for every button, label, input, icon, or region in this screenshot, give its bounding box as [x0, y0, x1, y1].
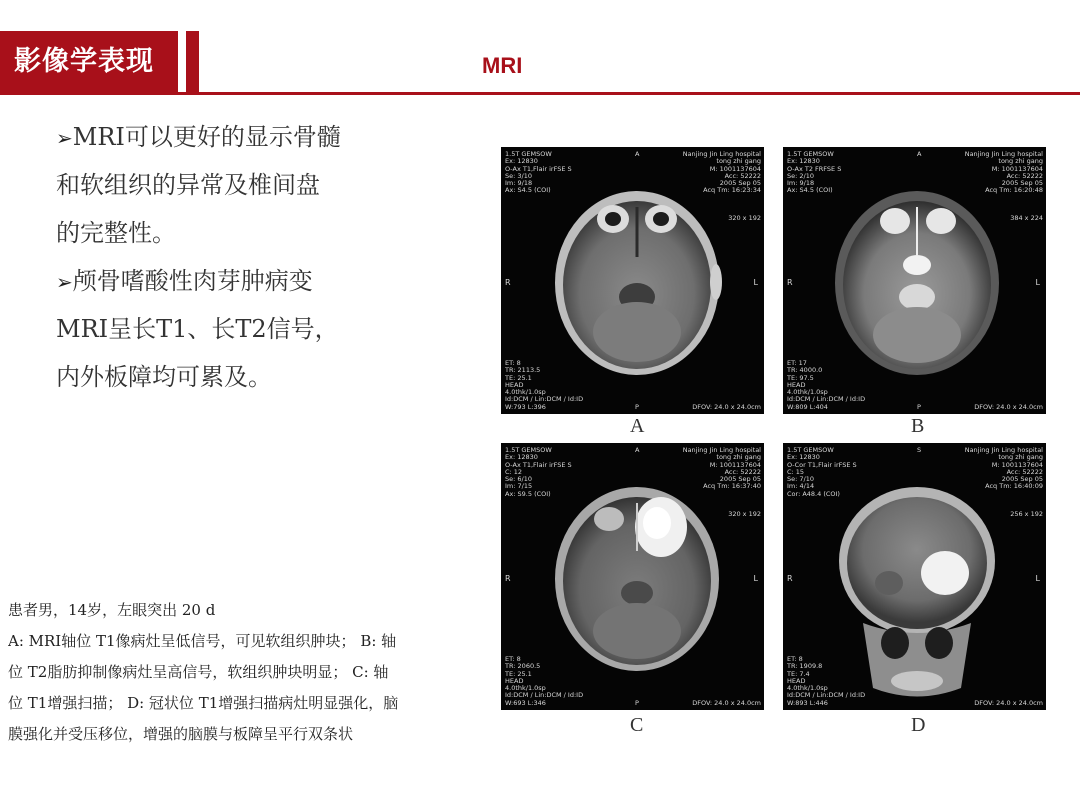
- case-line: 患者男，14岁，左眼突出 20 d: [8, 601, 216, 619]
- case-line: 位 T2脂肪抑制像病灶呈高信号，软组织肿块明显； C: 轴: [8, 663, 389, 681]
- matrix-size: 320 x 192: [728, 510, 761, 518]
- panel-label-d: D: [911, 714, 926, 736]
- orientation-top: A: [635, 150, 640, 158]
- panel-label-c: C: [630, 714, 644, 736]
- header-tag-gap: [178, 31, 184, 93]
- bullet-line: [56, 113, 476, 161]
- bullet-text: MRI呈长T1、长T2信号，: [56, 315, 339, 343]
- case-description: [8, 595, 488, 750]
- bullet-line: [56, 353, 476, 401]
- orientation-top: A: [635, 446, 640, 454]
- bullet-text: 和软组织的异常及椎间盘: [56, 171, 320, 199]
- matrix-size: 320 x 192: [728, 214, 761, 222]
- orientation-right-marker: R: [787, 278, 793, 287]
- field-of-view: DFOV: 24.0 x 24.0cm: [974, 698, 1043, 707]
- orientation-right-marker: R: [505, 278, 511, 287]
- field-of-view: DFOV: 24.0 x 24.0cm: [692, 698, 761, 707]
- panel-label-b: B: [911, 415, 925, 437]
- mri-panel-c: [501, 443, 764, 710]
- orientation-right-marker: R: [787, 574, 793, 583]
- section-tag: 影像学表现: [0, 31, 178, 93]
- scan-info-top-left: 1.5T GEMSOW Ex: 12830 O-Ax T1,Flair irFSE S Se: 3/10 Im: 9/18 Ax: S4.5 (COI): [505, 150, 572, 195]
- scan-params-bottom-left: ET: 8 TR: 1909.8 TE: 7.4 HEAD 4.0thk/1.0sp Id:DCM / Lin:DCM / Id:ID W:893 L:446: [787, 654, 866, 707]
- orientation-right-marker: R: [505, 574, 511, 583]
- scan-info-top-right: Nanjing Jin Ling hospital tong zhi gang M: 1001137604 Acc: 52222 2005 Sep 05 Acq Tm: 16:40:09: [964, 446, 1043, 491]
- mri-panel-b: [783, 147, 1046, 414]
- orientation-bottom: P: [635, 698, 639, 707]
- orientation-left-marker: L: [753, 574, 758, 583]
- orientation-left-marker: L: [1035, 574, 1040, 583]
- orientation-left-marker: L: [1035, 278, 1040, 287]
- scan-params-bottom-left: ET: 8 TR: 2113.5 TE: 25.1 HEAD 4.0thk/1.0sp Id:DCM / Lin:DCM / Id:ID W:793 L:396: [505, 358, 584, 411]
- mri-panel-a: [501, 147, 764, 414]
- case-line: A: MRI轴位 T1像病灶呈低信号，可见软组织肿块； B: 轴: [8, 632, 397, 650]
- scan-info-top-left: 1.5T GEMSOW Ex: 12830 O-Ax T1,Flair irFSE S C: 12 Se: 6/10 Im: 7/15 Ax: S9.5 (COI): [505, 446, 572, 498]
- case-line: 位 T1增强扫描； D: 冠状位 T1增强扫描病灶明显强化，脑: [8, 694, 399, 712]
- bullet-line: [56, 209, 476, 257]
- scan-info-top-right: Nanjing Jin Ling hospital tong zhi gang M: 1001137604 Acc: 52222 2005 Sep 05 Acq Tm: 16:37:40: [682, 446, 761, 491]
- scan-params-bottom-left: ET: 8 TR: 2060.5 TE: 25.1 HEAD 4.0thk/1.0sp Id:DCM / Lin:DCM / Id:ID W:693 L:346: [505, 654, 584, 707]
- scan-params-bottom-left: ET: 17 TR: 4000.0 TE: 97.5 HEAD 4.0thk/1.0sp Id:DCM / Lin:DCM / Id:ID W:809 L:404: [787, 358, 866, 411]
- arrow-bullet-icon: ➢: [56, 126, 73, 150]
- case-line: 膜强化并受压移位，增强的脑膜与板障呈平行双条状: [8, 725, 354, 743]
- bullet-text: 颅骨嗜酸性肉芽肿病变: [72, 267, 313, 295]
- bullet-text: 的完整性。: [56, 219, 176, 247]
- field-of-view: DFOV: 24.0 x 24.0cm: [692, 402, 761, 411]
- matrix-size: 384 x 224: [1010, 214, 1043, 222]
- scan-info-top-right: Nanjing Jin Ling hospital tong zhi gang M: 1001137604 Acc: 52222 2005 Sep 05 Acq Tm: 16:23:34: [682, 150, 761, 195]
- bullet-line: [56, 257, 476, 305]
- scan-info-top-right: Nanjing Jin Ling hospital tong zhi gang M: 1001137604 Acc: 52222 2005 Sep 05 Acq Tm: 16:20:48: [964, 150, 1043, 195]
- orientation-left-marker: L: [753, 278, 758, 287]
- orientation-top: S: [917, 446, 922, 454]
- bullet-list: [56, 113, 476, 401]
- scan-info-top-left: 1.5T GEMSOW Ex: 12830 O-Cor T1,Flair irFSE S C: 15 Se: 7/10 Im: 4/14 Cor: A48.4 (COI): [787, 446, 857, 498]
- orientation-top: A: [917, 150, 922, 158]
- bullet-text: 内外板障均可累及。: [56, 363, 272, 391]
- header-accent-bar: [186, 31, 199, 93]
- mri-panel-d: [783, 443, 1046, 710]
- header-rule: [0, 92, 1080, 95]
- arrow-bullet-icon: ➢: [56, 270, 73, 294]
- scan-info-top-left: 1.5T GEMSOW Ex: 12830 O-Ax T2 FRFSE S Se: 2/10 Im: 9/18 Ax: S4.5 (COI): [787, 150, 842, 195]
- bullet-text: MRI可以更好的显示骨髓: [72, 123, 341, 151]
- panel-label-a: A: [630, 415, 645, 437]
- orientation-bottom: P: [635, 402, 639, 411]
- slide-title: MRI: [482, 53, 523, 78]
- field-of-view: DFOV: 24.0 x 24.0cm: [974, 402, 1043, 411]
- matrix-size: 256 x 192: [1010, 510, 1043, 518]
- bullet-line: [56, 305, 476, 353]
- orientation-bottom: P: [917, 402, 921, 411]
- bullet-line: [56, 161, 476, 209]
